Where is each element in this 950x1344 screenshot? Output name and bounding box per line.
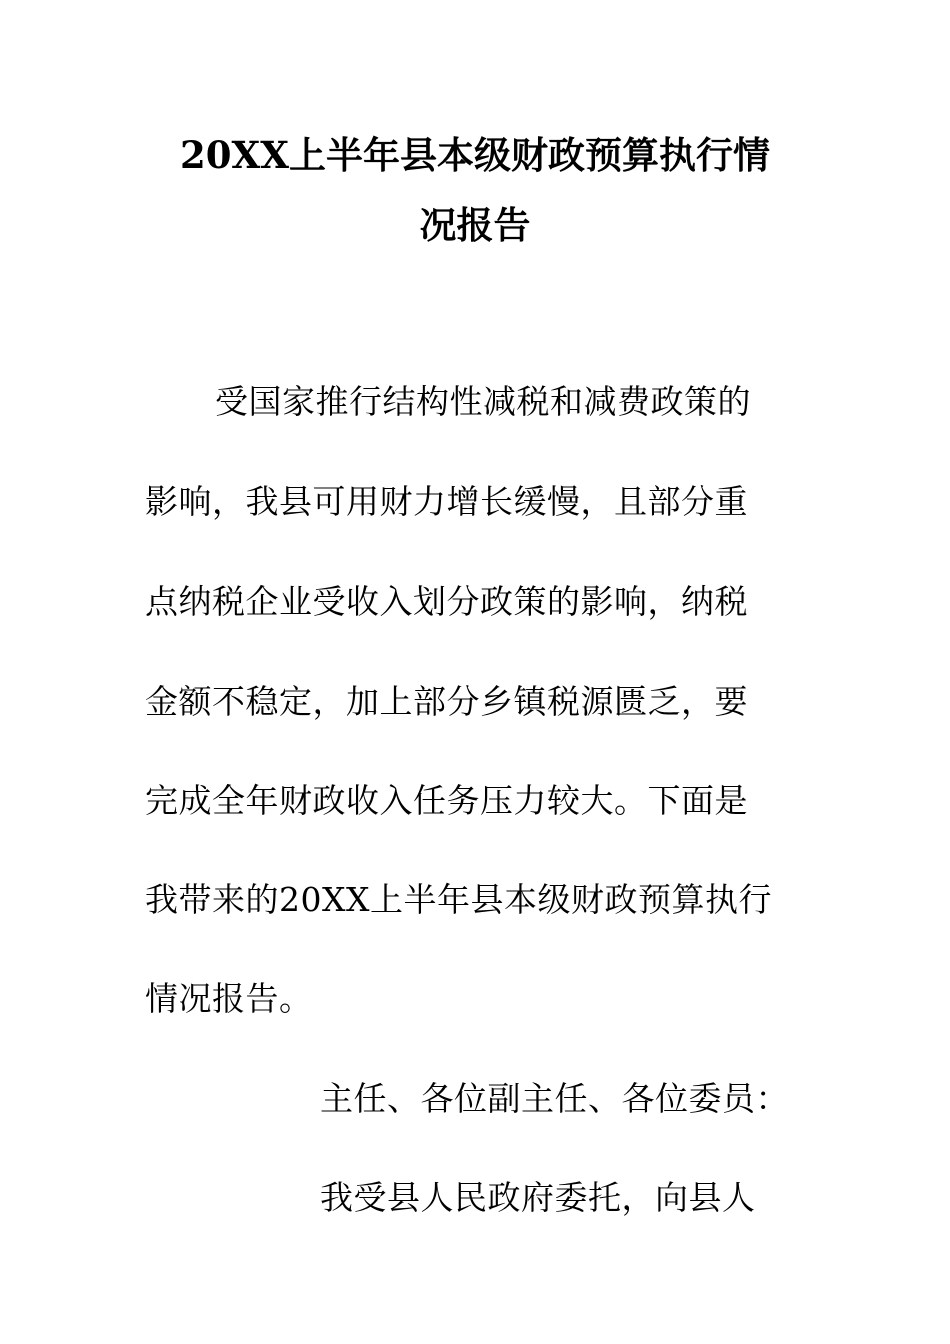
document-title-line-2: 况报告 <box>419 203 531 247</box>
paragraph-1-line-7: 情况报告。 <box>145 979 313 1018</box>
paragraph-1-line-2: 影响，我县可用财力增长缓慢，且部分重 <box>145 482 748 521</box>
paragraph-1-line-4: 金额不稳定，加上部分乡镇税源匮乏，要 <box>145 682 748 721</box>
salutation: 主任、各位副主任、各位委员： <box>320 1079 789 1118</box>
paragraph-1-line-3: 点纳税企业受收入划分政策的影响，纳税 <box>145 582 748 621</box>
paragraph-1-line-6: 我带来的20XX上半年县本级财政预算执行 <box>145 880 772 919</box>
document-title-line-1: 20XX上半年县本级财政预算执行情 <box>180 133 770 177</box>
paragraph-2-line-1: 我受县人民政府委托，向县人 <box>320 1178 756 1217</box>
paragraph-1-line-5: 完成全年财政收入任务压力较大。下面是 <box>145 781 748 820</box>
paragraph-1-line-1: 受国家推行结构性减税和减费政策的 <box>215 382 751 421</box>
